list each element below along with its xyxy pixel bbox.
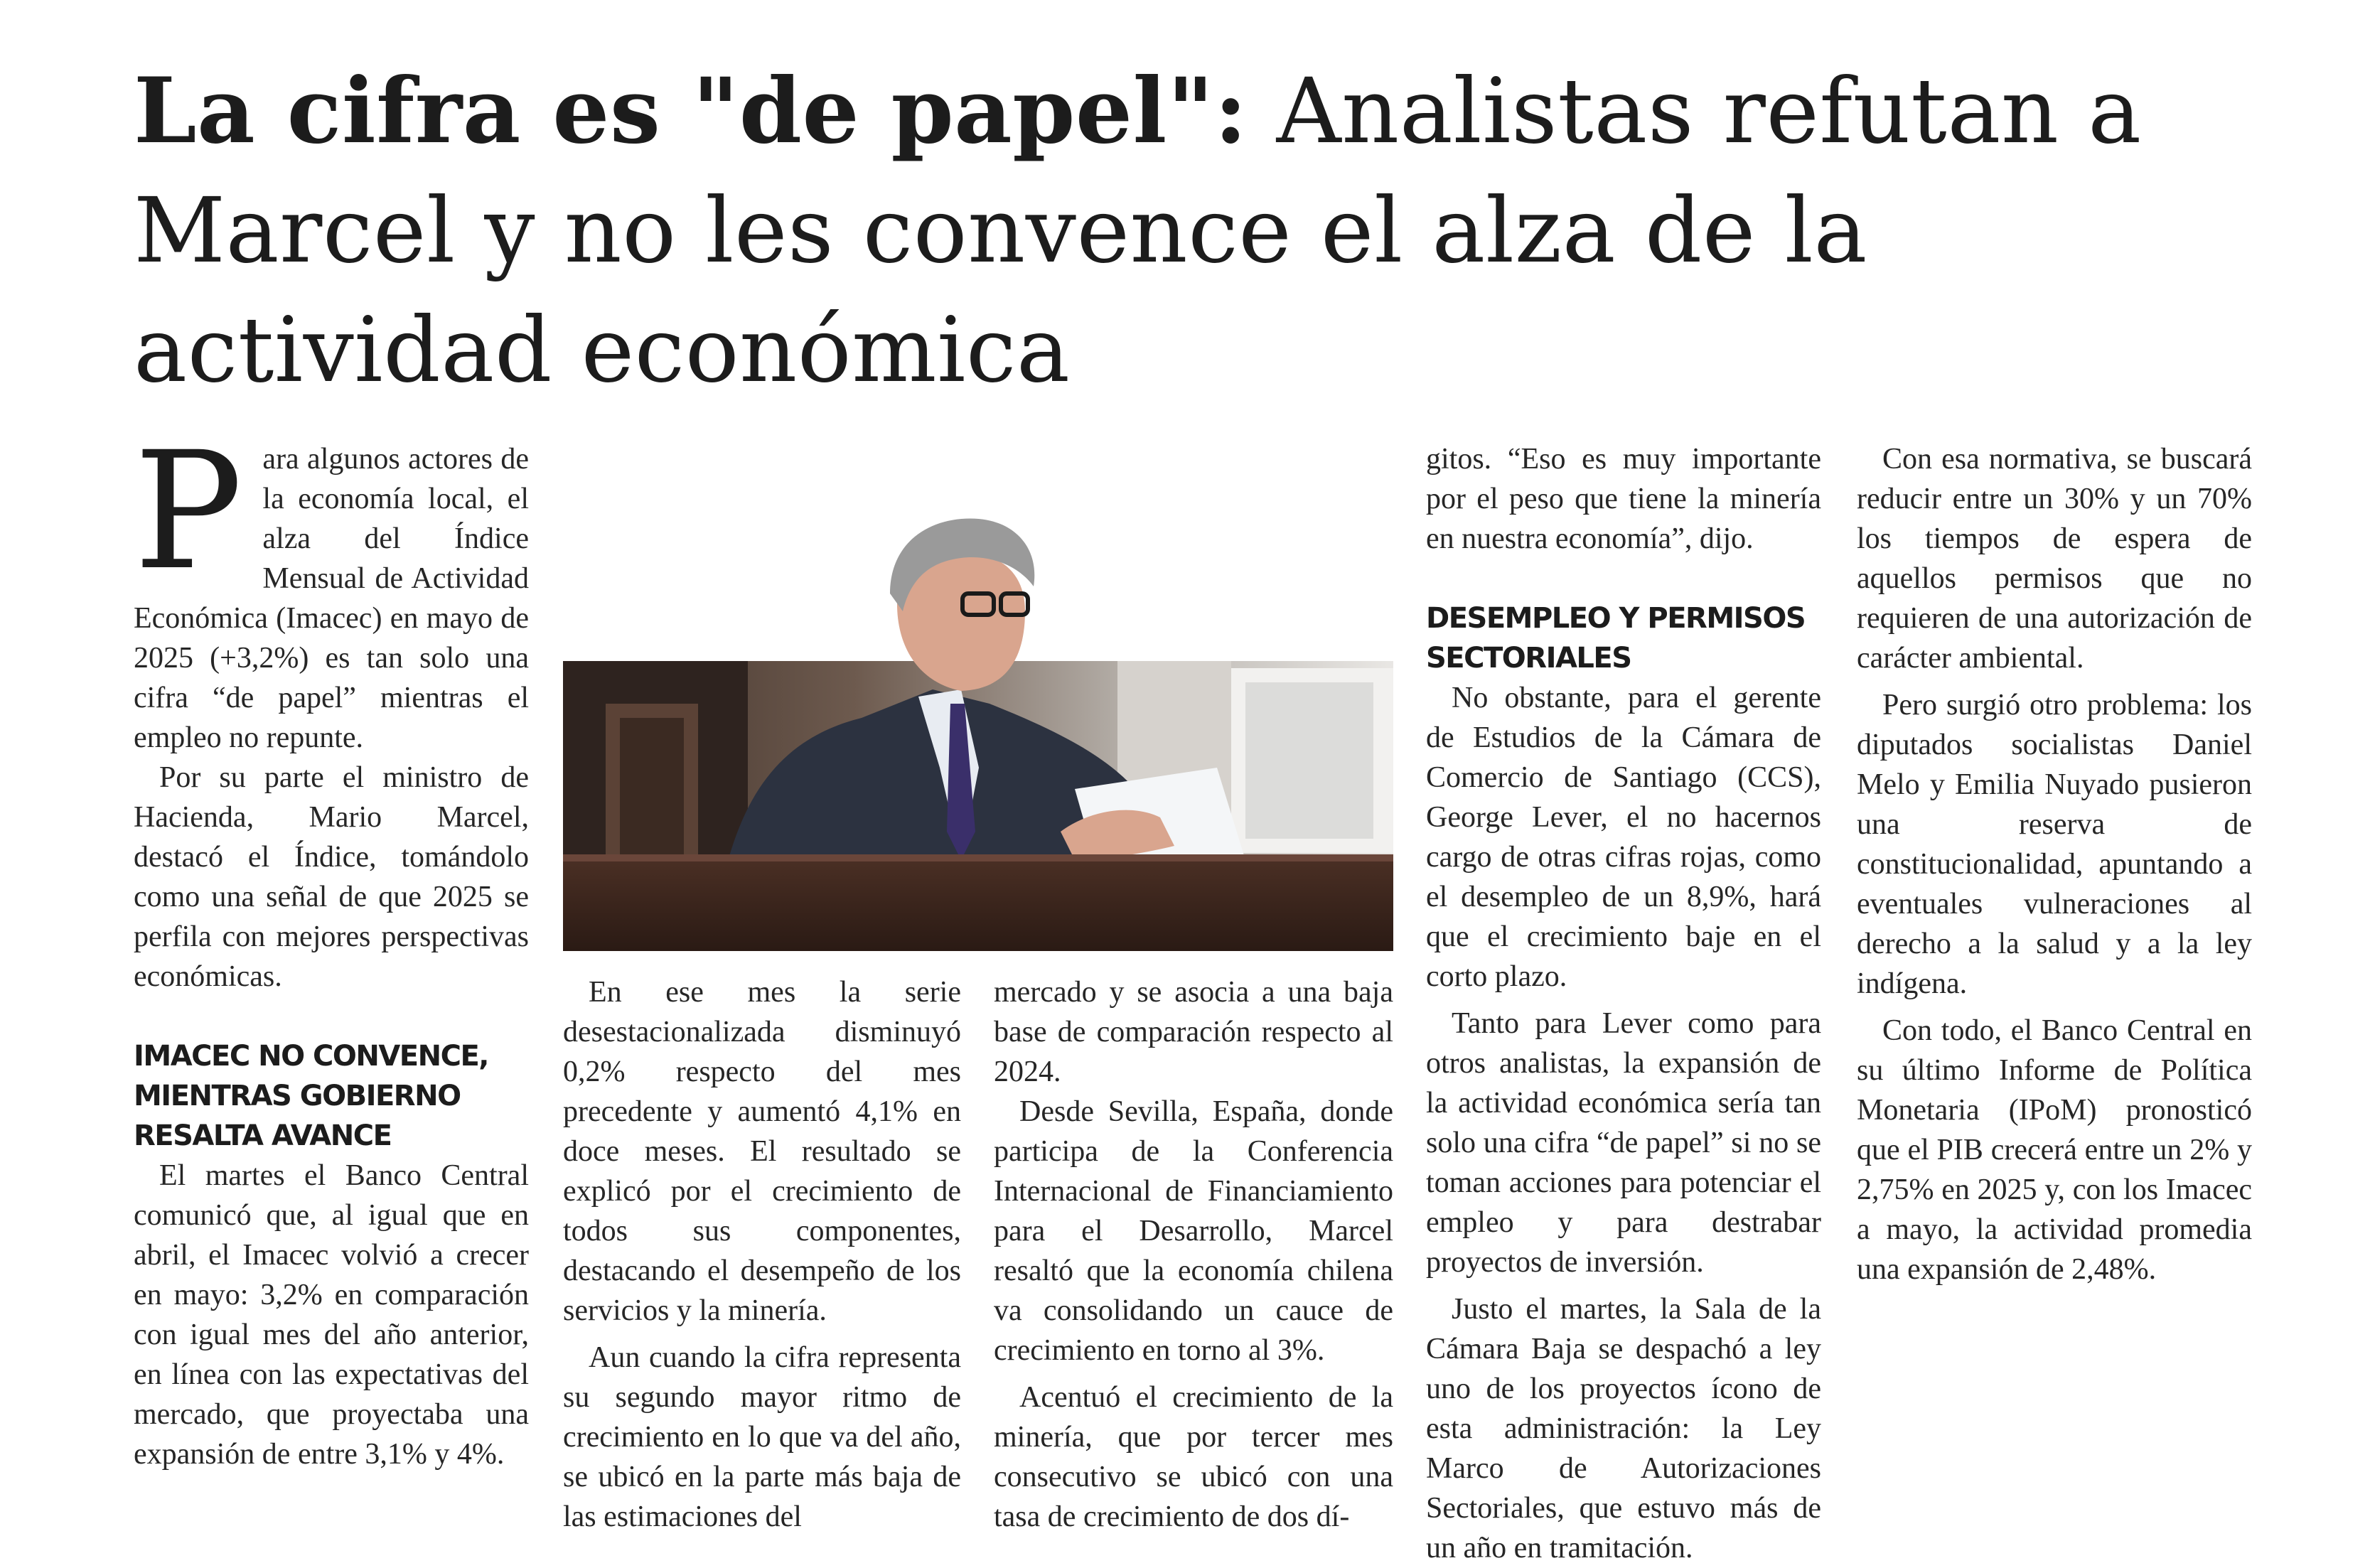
paragraph: En ese mes la serie desestacionalizada disminuyó 0,2% respecto del mes precedente y aumentó 4,1% en doce meses. El resultado se explicó por el crecimiento de todos sus componentes, destacando el desempeño de los servicios y la minería. bbox=[563, 976, 961, 1327]
column-1 bbox=[134, 417, 529, 1474]
intro-paragraph bbox=[134, 417, 529, 758]
column-2 bbox=[563, 972, 961, 1537]
paragraph: Desde Sevilla, España, donde participa de la Conferencia Internacional de Financiamiento para el Desarrollo, Marcel resaltó que la economía chilena va consolidando un cauce de crecimiento en torno al 3%. bbox=[994, 1095, 1393, 1367]
paragraph: Justo el martes, la Sala de la Cámara Baja se despachó a ley uno de los proyectos ícono de esta administración: la Ley Marco de Autorizaciones Sectoriales, que estuvo más de un año en tramitación. bbox=[1426, 1293, 1821, 1564]
drop-cap: P bbox=[134, 417, 243, 606]
subheading-imacec: IMACEC NO CONVENCE, MIENTRAS GOBIERNO RESALTA AVANCE bbox=[134, 1040, 488, 1152]
headline-lead: La cifra es "de papel": bbox=[134, 58, 1248, 163]
paragraph: gitos. “Eso es muy importante por el peso que tiene la minería en nuestra economía”, dijo. bbox=[1426, 443, 1821, 555]
headline bbox=[134, 51, 2167, 410]
paragraph: No obstante, para el gerente de Estudios de la Cámara de Comercio de Santiago (CCS), George Lever, el no hacernos cargo de otras cifras rojas, como el desempleo de un 8,9%, hará que el crecimiento baje en el corto plazo. bbox=[1426, 682, 1821, 993]
paragraph: Con esa normativa, se buscará reducir entre un 30% y un 70% los tiempos de espera de aquellos permisos que no requieren de una autorización de carácter ambiental. bbox=[1857, 443, 2252, 675]
subheading-desempleo: DESEMPLEO Y PERMISOS SECTORIALES bbox=[1426, 602, 1806, 675]
column-4 bbox=[1426, 439, 1821, 1568]
paragraph: Acentuó el crecimiento de la minería, que por tercer mes consecutivo se ubicó con una tasa de crecimiento de dos dí- bbox=[994, 1381, 1393, 1533]
paragraph: Tanto para Lever como para otros analistas, la expansión de la actividad económica sería tan solo una cifra “de papel” si no se toman acciones para potenciar el empleo y para destrabar proyectos de inversión. bbox=[1426, 1007, 1821, 1279]
paragraph: Con todo, el Banco Central en su último Informe de Política Monetaria (IPoM) pronosticó que el PIB crecerá entre un 2% y 2,75% en 2025 y, con los Imacec a mayo, la actividad promedia una expansión de 2,48%. bbox=[1857, 1014, 2252, 1286]
column-5 bbox=[1857, 439, 2252, 1289]
paragraph: Pero surgió otro problema: los diputados socialistas Daniel Melo y Emilia Nuyado pusieron una reserva de constitucionalidad, apuntando a eventuales vulneraciones al derecho a la salud y a la ley indígena. bbox=[1857, 689, 2252, 1000]
paragraph: Por su parte el ministro de Hacienda, Mario Marcel, destacó el Índice, tomándolo como una señal de que 2025 se perfila con mejores perspectivas económicas. bbox=[134, 761, 529, 993]
article-photo bbox=[563, 434, 1393, 951]
headline-rest: Analistas refutan a Marcel y no les convence el alza de la actividad económica bbox=[134, 59, 2142, 402]
paragraph: El martes el Banco Central comunicó que, al igual que en abril, el Imacec volvió a crecer en mayo: 3,2% en comparación con igual mes del año anterior, en línea con las expectativas del mercado, que proyectaba una expansión de entre 3,1% y 4%. bbox=[134, 1159, 529, 1471]
column-3 bbox=[994, 972, 1393, 1537]
paragraph: Aun cuando la cifra representa su segundo mayor ritmo de crecimiento en lo que va del año, se ubicó en la parte más baja de las estimaciones del bbox=[563, 1341, 961, 1533]
intro-text: ara algunos actores de la economía local, el alza del Índice Mensual de Actividad Económica (Imacec) en mayo de 2025 (+3,2%) es tan solo una cifra “de papel” mientras el empleo no repunte. bbox=[134, 443, 529, 754]
paragraph: mercado y se asocia a una baja base de comparación respecto al 2024. bbox=[994, 976, 1393, 1088]
